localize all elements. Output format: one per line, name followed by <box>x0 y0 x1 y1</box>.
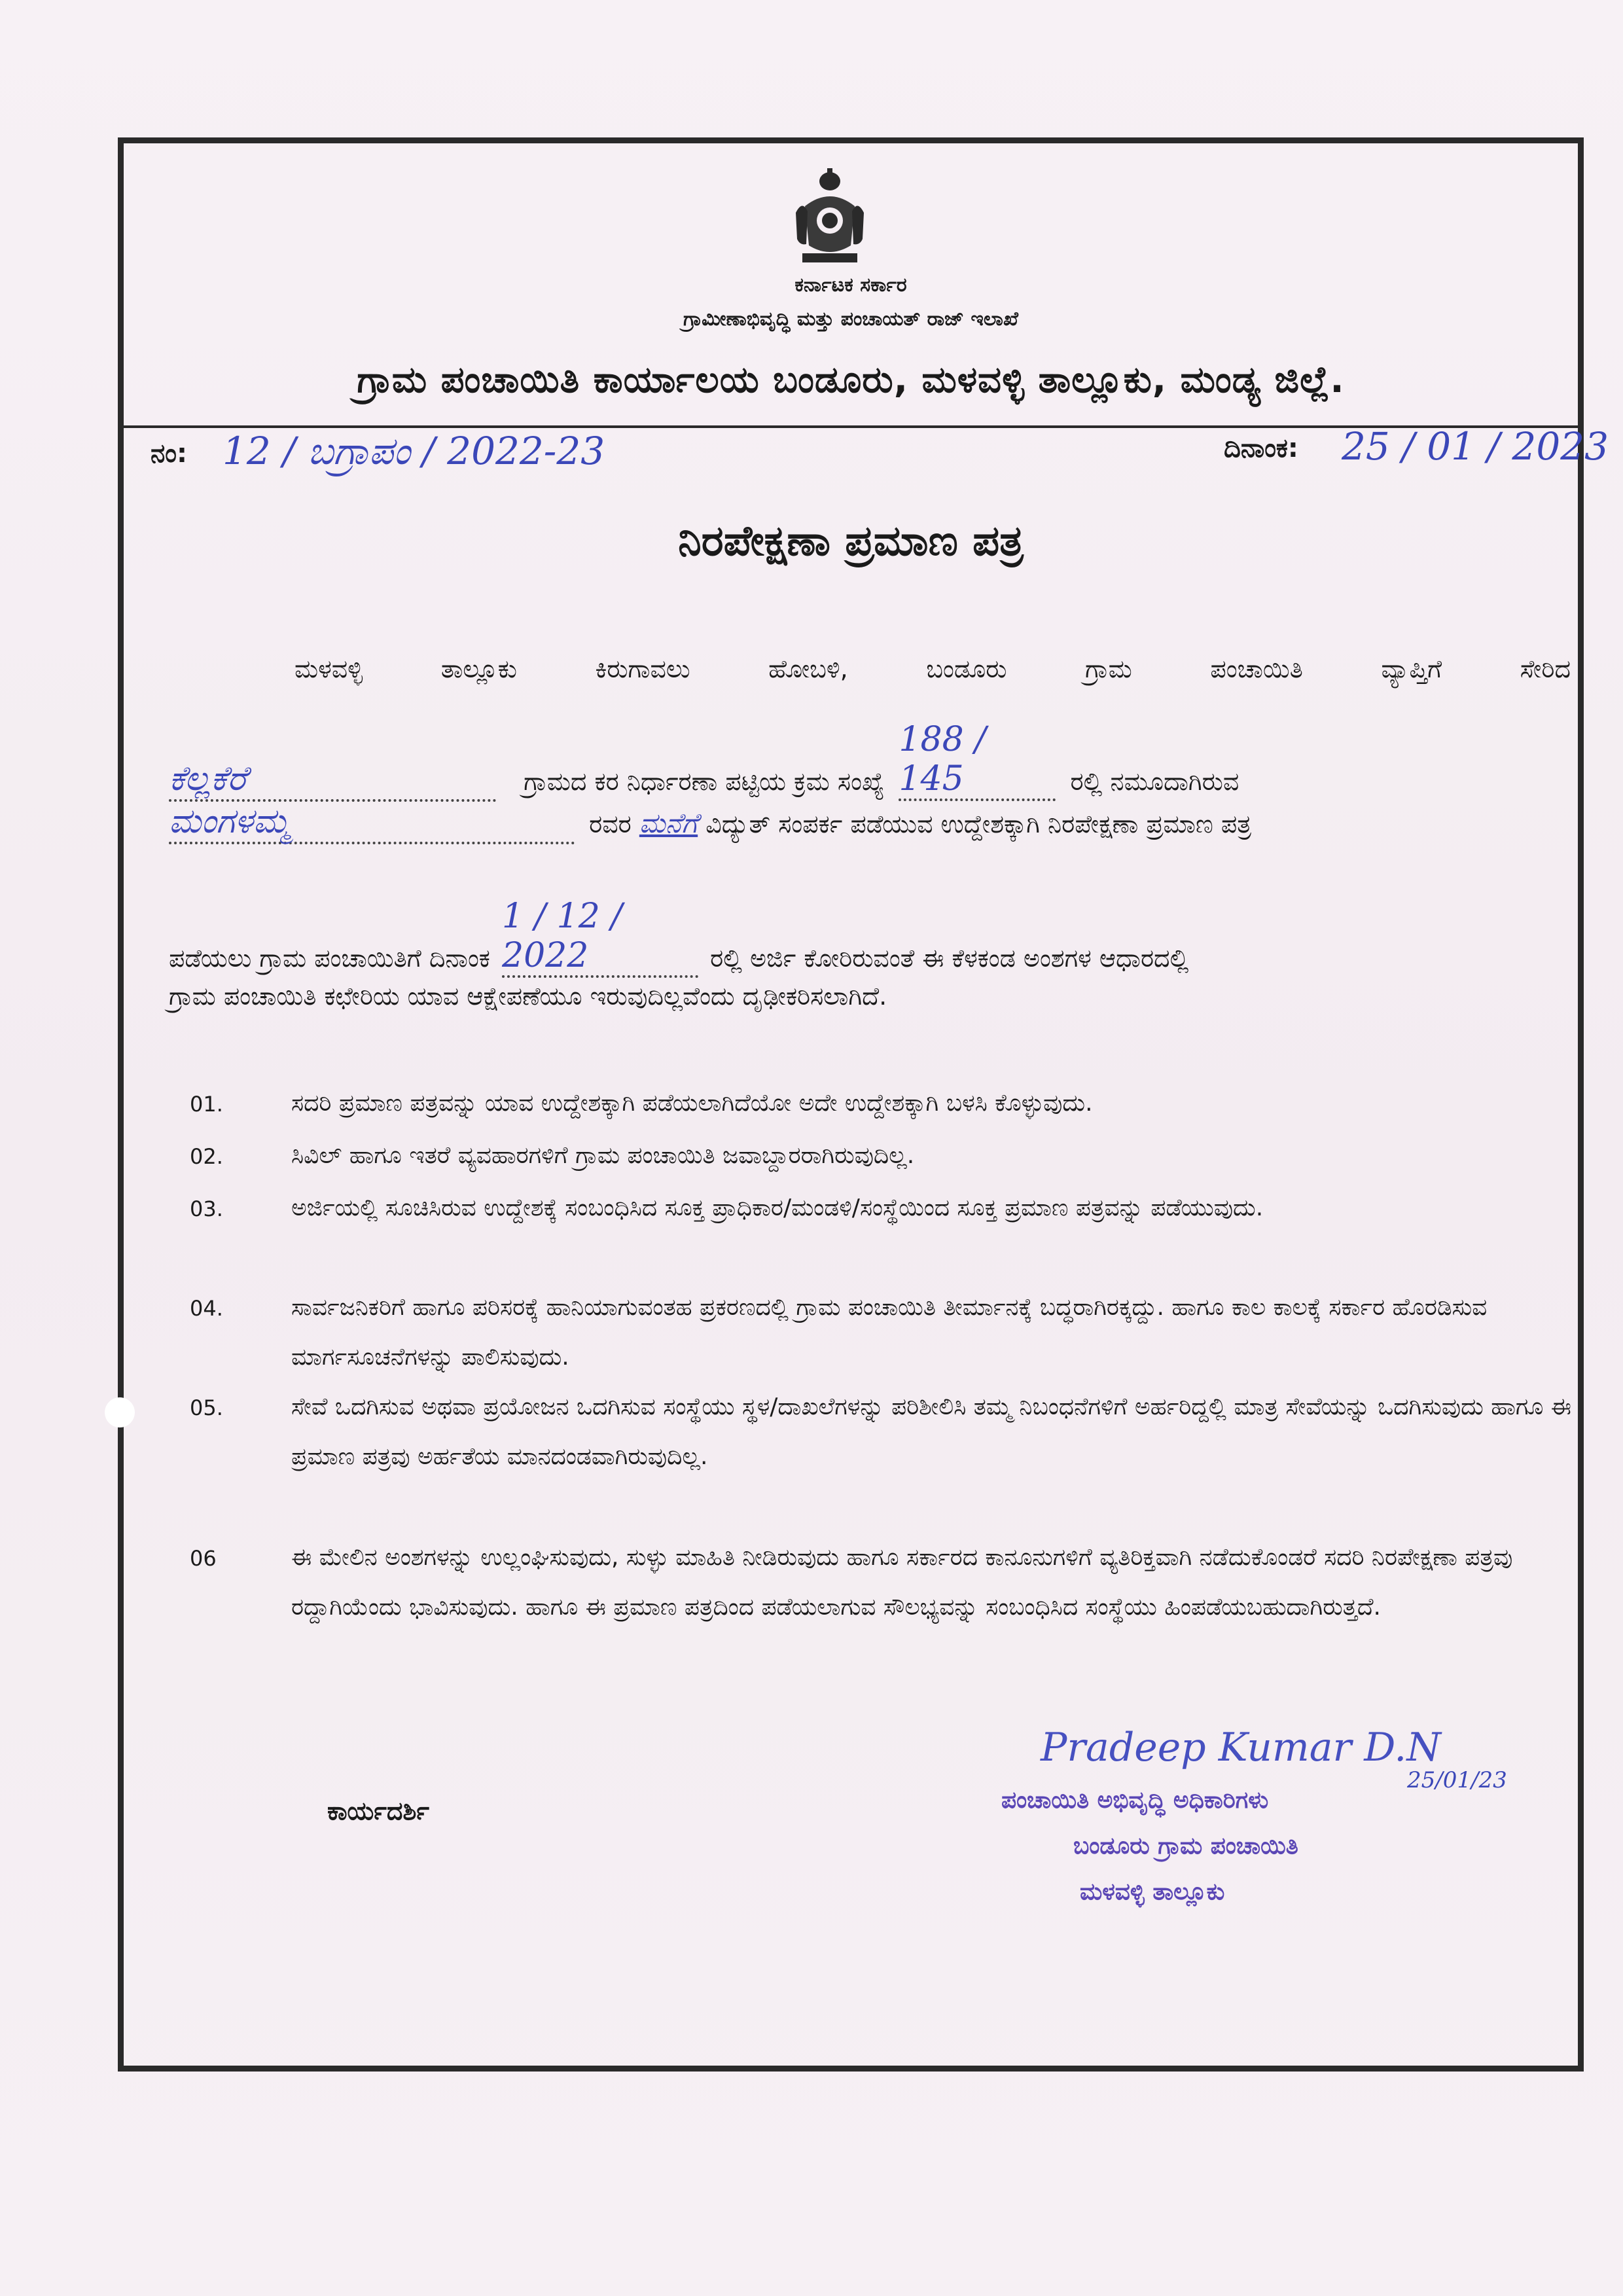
condition-text: ಸಿವಿಲ್ ಹಾಗೂ ಇತರೆ ವ್ಯವಹಾರಗಳಿಗೆ ಗ್ರಾಮ ಪಂಚಾಯಿತಿ ಜವಾಬ್ದಾರರಾಗಿರುವುದಿಲ್ಲ. <box>291 1142 915 1169</box>
body-text: ಪಡೆಯಲು ಗ್ರಾಮ ಪಂಚಾಯಿತಿಗೆ ದಿನಾಂಕ <box>169 944 490 973</box>
condition-text: ಸೇವೆ ಒದಗಿಸುವ ಅಥವಾ ಪ್ರಯೋಜನ ಒದಗಿಸುವ ಸಂಸ್ಥೆಯು ಸ್ಥಳ/ದಾಖಲೆಗಳನ್ನು ಪರಿಶೀಲಿಸಿ ತಮ್ಮ ನಿಬಂಧನೆಗಳಿಗೆ ಅರ್ಹರಿದ್ದಲ್ಲಿ ಮಾತ್ರ ಸೇವೆಯನ್ನು ಒದಗಿಸುವುದು ಹಾಗೂ ಈ ಪ್ರಮಾಣ ಪತ್ರವು ಅರ್ಹತೆಯ ಮಾನದಂಡವಾಗಿರುವುದಿಲ್ಲ. <box>291 1393 1572 1470</box>
condition-text: ಸಾರ್ವಜನಿಕರಿಗೆ ಹಾಗೂ ಪರಿಸರಕ್ಕೆ ಹಾನಿಯಾಗುವಂತಹ ಪ್ರಕರಣದಲ್ಲಿ ಗ್ರಾಮ ಪಂಚಾಯಿತಿ ತೀರ್ಮಾನಕ್ಕೆ ಬದ್ಧರಾಗಿರಕ್ಕದ್ದು. ಹಾಗೂ ಕಾಲ ಕಾಲಕ್ಕೆ ಸರ್ಕಾರ ಹೊರಡಿಸುವ ಮಾರ್ಗಸೂಚನೆಗಳನ್ನು ಪಾಲಿಸುವುದು. <box>291 1294 1488 1371</box>
village-name: ಕೆಲ್ಲಕೆರೆ <box>169 759 496 802</box>
issue-date: 25 / 01 / 2023 <box>1342 424 1609 469</box>
condition-number: 06 <box>190 1546 217 1571</box>
body-text: ರಲ್ಲಿ ಅರ್ಜಿ ಕೋರಿರುವಂತೆ ಈ ಕೆಳಕಂಡ ಅಂಶಗಳ ಆಧಾರದಲ್ಲಿ <box>710 944 1189 973</box>
applicant-name: ಮಂಗಳಮ್ಮ <box>169 802 575 844</box>
body-line-5: ಗ್ರಾಮ ಪಂಚಾಯಿತಿ ಕಛೇರಿಯ ಯಾವ ಆಕ್ಷೇಪಣೆಯೂ ಇರುವುದಿಲ್ಲವೆಂದು ದೃಢೀಕರಿಸಲಾಗಿದೆ. <box>169 982 887 1011</box>
condition-text: ಸದರಿ ಪ್ರಮಾಣ ಪತ್ರವನ್ನು ಯಾವ ಉದ್ದೇಶಕ್ಕಾಗಿ ಪಡೆಯಲಾಗಿದೆಯೋ ಅದೇ ಉದ್ದೇಶಕ್ಕಾಗಿ ಬಳಸಿ ಕೊಳ್ಳುವುದು. <box>291 1090 1093 1117</box>
condition-text: ಅರ್ಜಿಯಲ್ಲಿ ಸೂಚಿಸಿರುವ ಉದ್ದೇಶಕ್ಕೆ ಸಂಬಂಧಿಸಿದ ಸೂಕ್ತ ಪ್ರಾಧಿಕಾರ/ಮಂಡಳಿ/ಸಂಸ್ಥೆಯಿಂದ ಸೂಕ್ತ ಪ್ರಮಾಣ ಪತ್ರವನ್ನು ಪಡೆಯುವುದು. <box>291 1194 1264 1221</box>
body-text: ರಲ್ಲಿ ನಮೂದಾಗಿರುವ <box>1070 767 1240 796</box>
body-text: ವಿದ್ಯುತ್ ಸಂಪರ್ಕ ಪಡೆಯುವ ಉದ್ದೇಶಕ್ಕಾಗಿ ನಿರಪೇಕ್ಷಣಾ ಪ್ರಮಾಣ ಪತ್ರ <box>705 810 1252 838</box>
reference-label: ನಂ: <box>151 439 187 469</box>
reference-number: 12 / ಬಗ್ರಾಪಂ / 2022-23 <box>223 429 605 473</box>
official-stamp-line-1: ಪಂಚಾಯಿತಿ ಅಭಿವೃದ್ಧಿ ಅಧಿಕಾರಿಗಳು <box>1001 1787 1269 1814</box>
official-stamp-line-2: ಬಂಡೂರು ಗ್ರಾಮ ಪಂಚಾಯಿತಿ <box>1073 1833 1298 1859</box>
condition-text: ಈ ಮೇಲಿನ ಅಂಶಗಳನ್ನು ಉಲ್ಲಂಘಿಸುವುದು, ಸುಳ್ಳು ಮಾಹಿತಿ ನೀಡಿರುವುದು ಹಾಗೂ ಸರ್ಕಾರದ ಕಾನೂನುಗಳಿಗೆ ವ್ಯತಿರಿಕ್ತವಾಗಿ ನಡೆದುಕೊಂಡರೆ ಸದರಿ ನಿರಪೇಕ್ಷಣಾ ಪತ್ರವು ರದ್ದಾಗಿಯೆಂದು ಭಾವಿಸುವುದು. ಹಾಗೂ ಈ ಪ್ರಮಾಣ ಪತ್ರದಿಂದ ಪಡೆಯಲಾಗುವ ಸೌಲಭ್ಯವನ್ನು ಸಂಬಂಧಿಸಿದ ಸಂಸ್ಥೆಯು ಹಿಂಪಡೆಯಬಹುದಾಗಿರುತ್ತದೆ. <box>291 1544 1513 1621</box>
body-text: ಗ್ರಾಮದ ಕರ ನಿರ್ಧಾರಣಾ ಪಟ್ಟಿಯ ಕ್ರಮ ಸಂಖ್ಯೆ <box>524 767 885 796</box>
document-title: ನಿರಪೇಕ್ಷಣಾ ಪ್ರಮಾಣ ಪತ್ರ <box>678 517 1024 565</box>
government-name: ಕರ್ನಾಟಕ ಸರ್ಕಾರ <box>794 274 907 296</box>
property-type: ಮನೆಗೆ <box>639 807 698 839</box>
condition-number: 05. <box>190 1395 223 1420</box>
condition-number: 01. <box>190 1092 223 1117</box>
handwritten-signature: Pradeep Kumar D.N <box>1041 1725 1441 1770</box>
office-name: ಗ್ರಾಮ ಪಂಚಾಯಿತಿ ಕಾರ್ಯಾಲಯ ಬಂಡೂರು, ಮಳವಳ್ಳಿ ತಾಲ್ಲೂಕು, ಮಂಡ್ಯ ಜಿಲ್ಲೆ. <box>357 359 1345 401</box>
condition-number: 02. <box>190 1144 223 1169</box>
secretary-label: ಕಾರ್ಯದರ್ಶಿ <box>327 1797 429 1825</box>
body-line-3 <box>169 802 1569 844</box>
signature-date: 25/01/23 <box>1407 1767 1507 1793</box>
body-line-1: ಮಳವಳ್ಳಿ ತಾಲ್ಲೂಕು ಕಿರುಗಾವಲು ಹೋಬಳಿ, ಬಂಡೂರು ಗ್ರಾಮ ಪಂಚಾಯಿತಿ ವ್ಯಾಪ್ತಿಗೆ ಸೇರಿದ <box>294 655 1571 683</box>
serial-number: 188 / 145 <box>899 720 1056 801</box>
state-emblem-icon <box>791 167 869 272</box>
department-name: ಗ್ರಾಮೀಣಾಭಿವೃದ್ಧಿ ಮತ್ತು ಪಂಚಾಯತ್ ರಾಜ್ ಇಲಾಖೆ <box>683 308 1018 331</box>
condition-number: 04. <box>190 1296 223 1321</box>
official-stamp-line-3: ಮಳವಳ್ಳಿ ತಾಲ್ಲೂಕು <box>1080 1878 1225 1905</box>
condition-number: 03. <box>190 1196 223 1221</box>
date-label: ದಿನಾಂಕ: <box>1224 433 1298 463</box>
body-line-4 <box>169 897 1569 978</box>
punch-hole <box>105 1397 135 1427</box>
body-line-2 <box>169 720 1569 802</box>
body-text: ರವರ <box>589 810 632 838</box>
application-date: 1 / 12 / 2022 <box>502 897 698 978</box>
